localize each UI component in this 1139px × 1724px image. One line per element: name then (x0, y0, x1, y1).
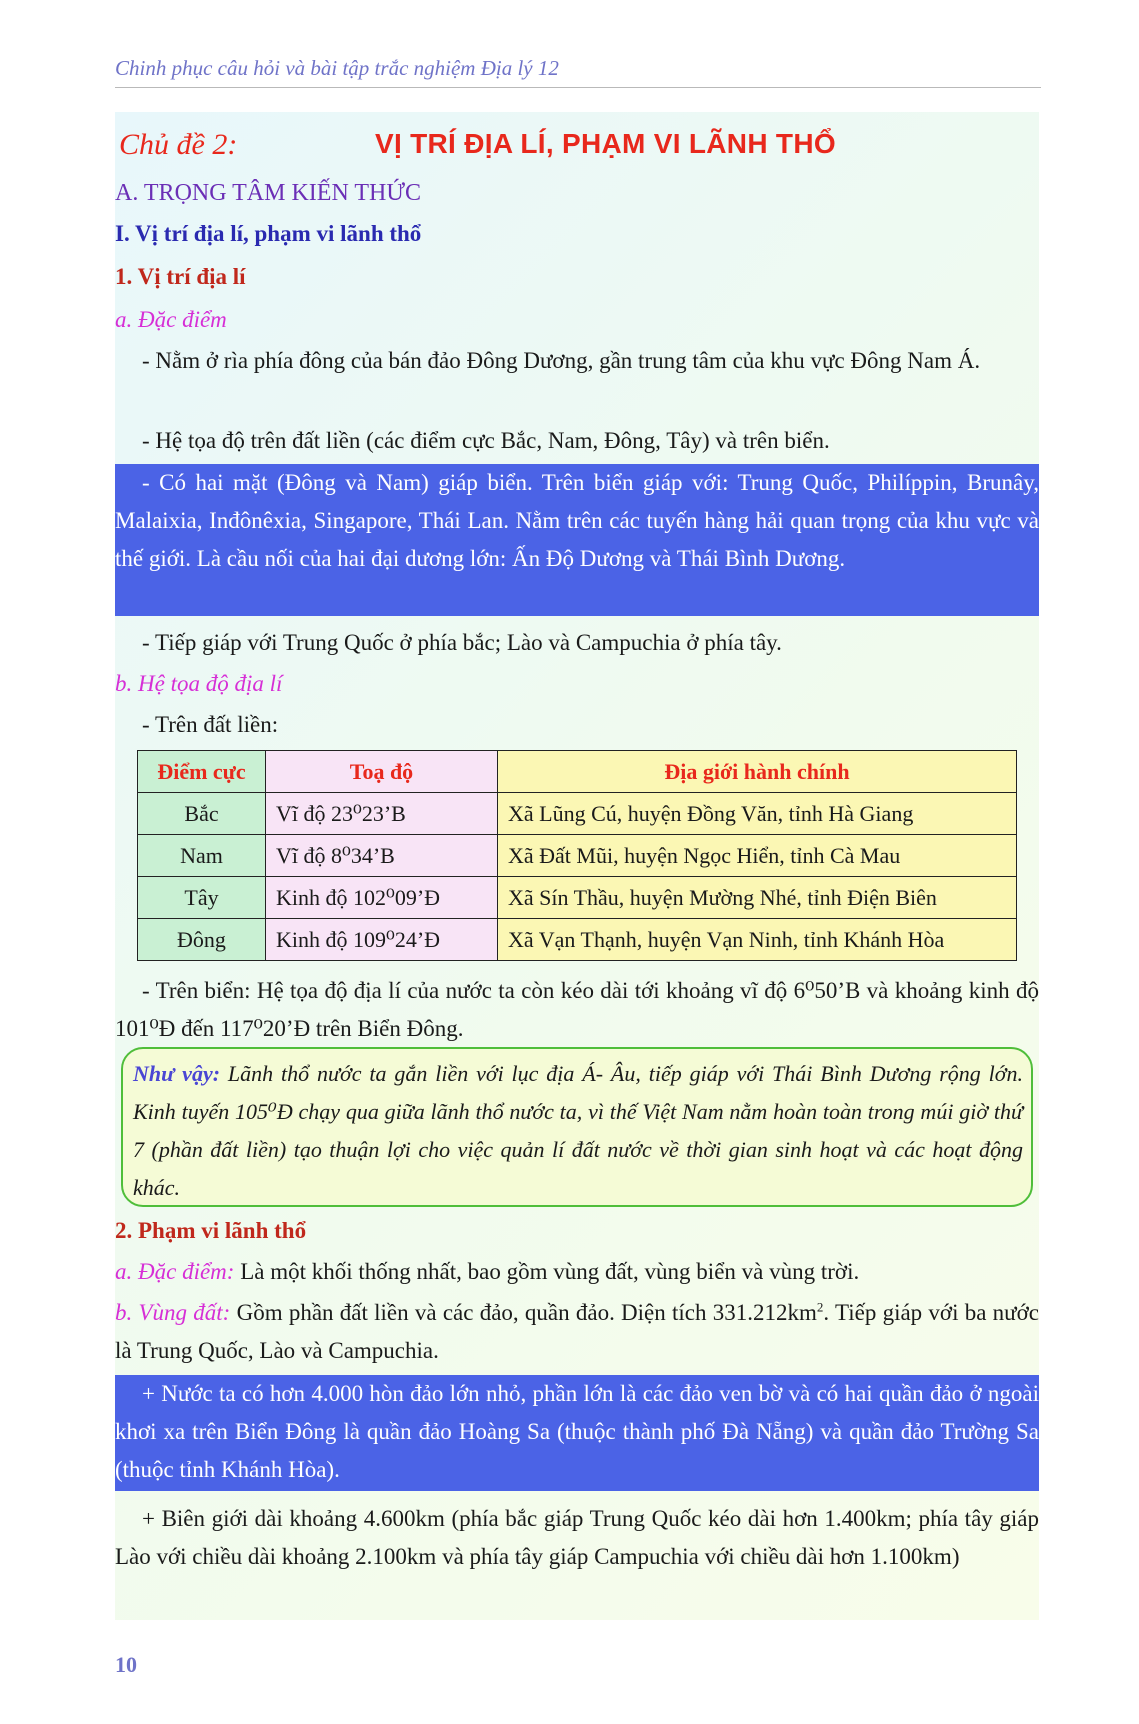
table-cell: Kinh độ 102⁰09’Đ (266, 877, 498, 919)
table-cell: Tây (138, 877, 266, 919)
heading-territory: 2. Phạm vi lãnh thổ (115, 1218, 307, 1243)
table-header-cell: Địa giới hành chính (498, 751, 1017, 793)
table-header-row (138, 751, 1017, 793)
heading-location: 1. Vị trí địa lí (115, 264, 246, 289)
heading-section-i: I. Vị trí địa lí, phạm vi lãnh thổ (115, 221, 422, 246)
running-header: Chinh phục câu hỏi và bài tập trắc nghiệm Địa lý 12 (115, 56, 1041, 88)
table-header-cell: Điểm cực (138, 751, 266, 793)
topic-label: Chủ đề 2: (119, 128, 238, 161)
subheading-coordinate-system: b. Hệ tọa độ địa lí (115, 671, 283, 696)
table-row (138, 793, 1017, 835)
note-lead: Như vậy: (133, 1061, 221, 1086)
subheading-territory-features: a. Đặc điểm: (115, 1259, 235, 1284)
subheading-features: a. Đặc điểm (115, 307, 227, 332)
note-text: Lãnh thổ nước ta gắn liền với lục địa Á- Âu, tiếp giáp với Thái Bình Dương rộng lớn. Kinh tuyến 105⁰Đ chạy qua giữa lãnh thổ nước ta, vì thế Việt Nam nằm hoàn toàn trong múi giờ thứ 7 (phần đất liền) tạo thuận lợi cho việc quản lí đất nước về thời gian sinh hoạt và các hoạt động khác. (133, 1061, 1023, 1200)
paragraph-on-sea: - Trên biển: Hệ tọa độ địa lí của nước ta còn kéo dài tới khoảng vĩ độ 6⁰50’B và khoảng kinh độ 101⁰Đ đến 117⁰20’Đ trên Biển Đông. (115, 978, 1039, 1041)
topic-title-row (119, 126, 1019, 166)
table-header-cell: Toạ độ (266, 751, 498, 793)
table-cell: Xã Đất Mũi, huyện Ngọc Hiển, tỉnh Cà Mau (498, 835, 1017, 877)
table-cell: Kinh độ 109⁰24’Đ (266, 919, 498, 961)
table-cell: Xã Lũng Cú, huyện Đồng Văn, tỉnh Hà Giang (498, 793, 1017, 835)
extreme-points-table (137, 750, 1017, 961)
page-content (115, 112, 1039, 1620)
table-cell: Bắc (138, 793, 266, 835)
heading-section-a: A. TRỌNG TÂM KIẾN THỨC (115, 180, 421, 206)
paragraph-sea-borders-highlighted: - Có hai mặt (Đông và Nam) giáp biển. Trên biển giáp với: Trung Quốc, Philíppin, Brunây, Malaixia, Inđônêxia, Singapore, Thái Lan. Nằm trên các tuyến hàng hải quan trọng của khu vực và thế giới. Là cầu nối của hai đại dương lớn: Ấn Độ Dương và Thái Bình Dương. (115, 464, 1039, 616)
table-row (138, 877, 1017, 919)
summary-note-box (121, 1047, 1033, 1207)
subheading-land-area: b. Vùng đất: (115, 1300, 231, 1325)
topic-title: VỊ TRÍ ĐỊA LÍ, PHẠM VI LÃNH THỔ (375, 128, 836, 159)
paragraph-on-land: - Trên đất liền: (142, 712, 279, 737)
table-cell: Đông (138, 919, 266, 961)
territory-features-text: Là một khối thống nhất, bao gồm vùng đất, vùng biển và vùng trời. (240, 1259, 860, 1284)
paragraph-coordinates: - Hệ tọa độ trên đất liền (các điểm cực Bắc, Nam, Đông, Tây) và trên biển. (142, 428, 830, 453)
page-number: 10 (115, 1652, 137, 1677)
land-area-text-a: Gồm phần đất liền và các đảo, quần đảo. Diện tích 331.212km (236, 1300, 817, 1325)
table-cell: Nam (138, 835, 266, 877)
land-area-text-b: . Tiếp giáp với ba nước là Trung Quốc, Lào và Campuchia. (115, 1300, 1040, 1363)
land-area-superscript: 2 (816, 1299, 824, 1315)
table-row (138, 835, 1017, 877)
table-cell: Xã Vạn Thạnh, huyện Vạn Ninh, tỉnh Khánh Hòa (498, 919, 1017, 961)
paragraph-land-borders: - Tiếp giáp với Trung Quốc ở phía bắc; Lào và Campuchia ở phía tây. (142, 630, 782, 655)
table-cell: Vĩ độ 23⁰23’B (266, 793, 498, 835)
table-cell: Vĩ độ 8⁰34’B (266, 835, 498, 877)
paragraph-land-area (115, 1294, 1039, 1370)
paragraph-location: - Nằm ở rìa phía đông của bán đảo Đông Dương, gần trung tâm của khu vực Đông Nam Á. (142, 348, 981, 373)
table-cell: Xã Sín Thầu, huyện Mường Nhé, tỉnh Điện Biên (498, 877, 1017, 919)
paragraph-borders: + Biên giới dài khoảng 4.600km (phía bắc giáp Trung Quốc kéo dài hơn 1.400km; phía tây giáp Lào với chiều dài khoảng 2.100km và phía tây giáp Campuchia với chiều dài hơn 1.100km) (115, 1506, 1039, 1569)
table-row (138, 919, 1017, 961)
paragraph-islands-highlighted: + Nước ta có hơn 4.000 hòn đảo lớn nhỏ, phần lớn là các đảo ven bờ và có hai quần đảo ở ngoài khơi xa trên Biển Đông là quần đảo Hoàng Sa (thuộc thành phố Đà Nẵng) và quần đảo Trường Sa (thuộc tỉnh Khánh Hòa). (115, 1375, 1039, 1491)
paragraph-territory-features (115, 1253, 1039, 1291)
